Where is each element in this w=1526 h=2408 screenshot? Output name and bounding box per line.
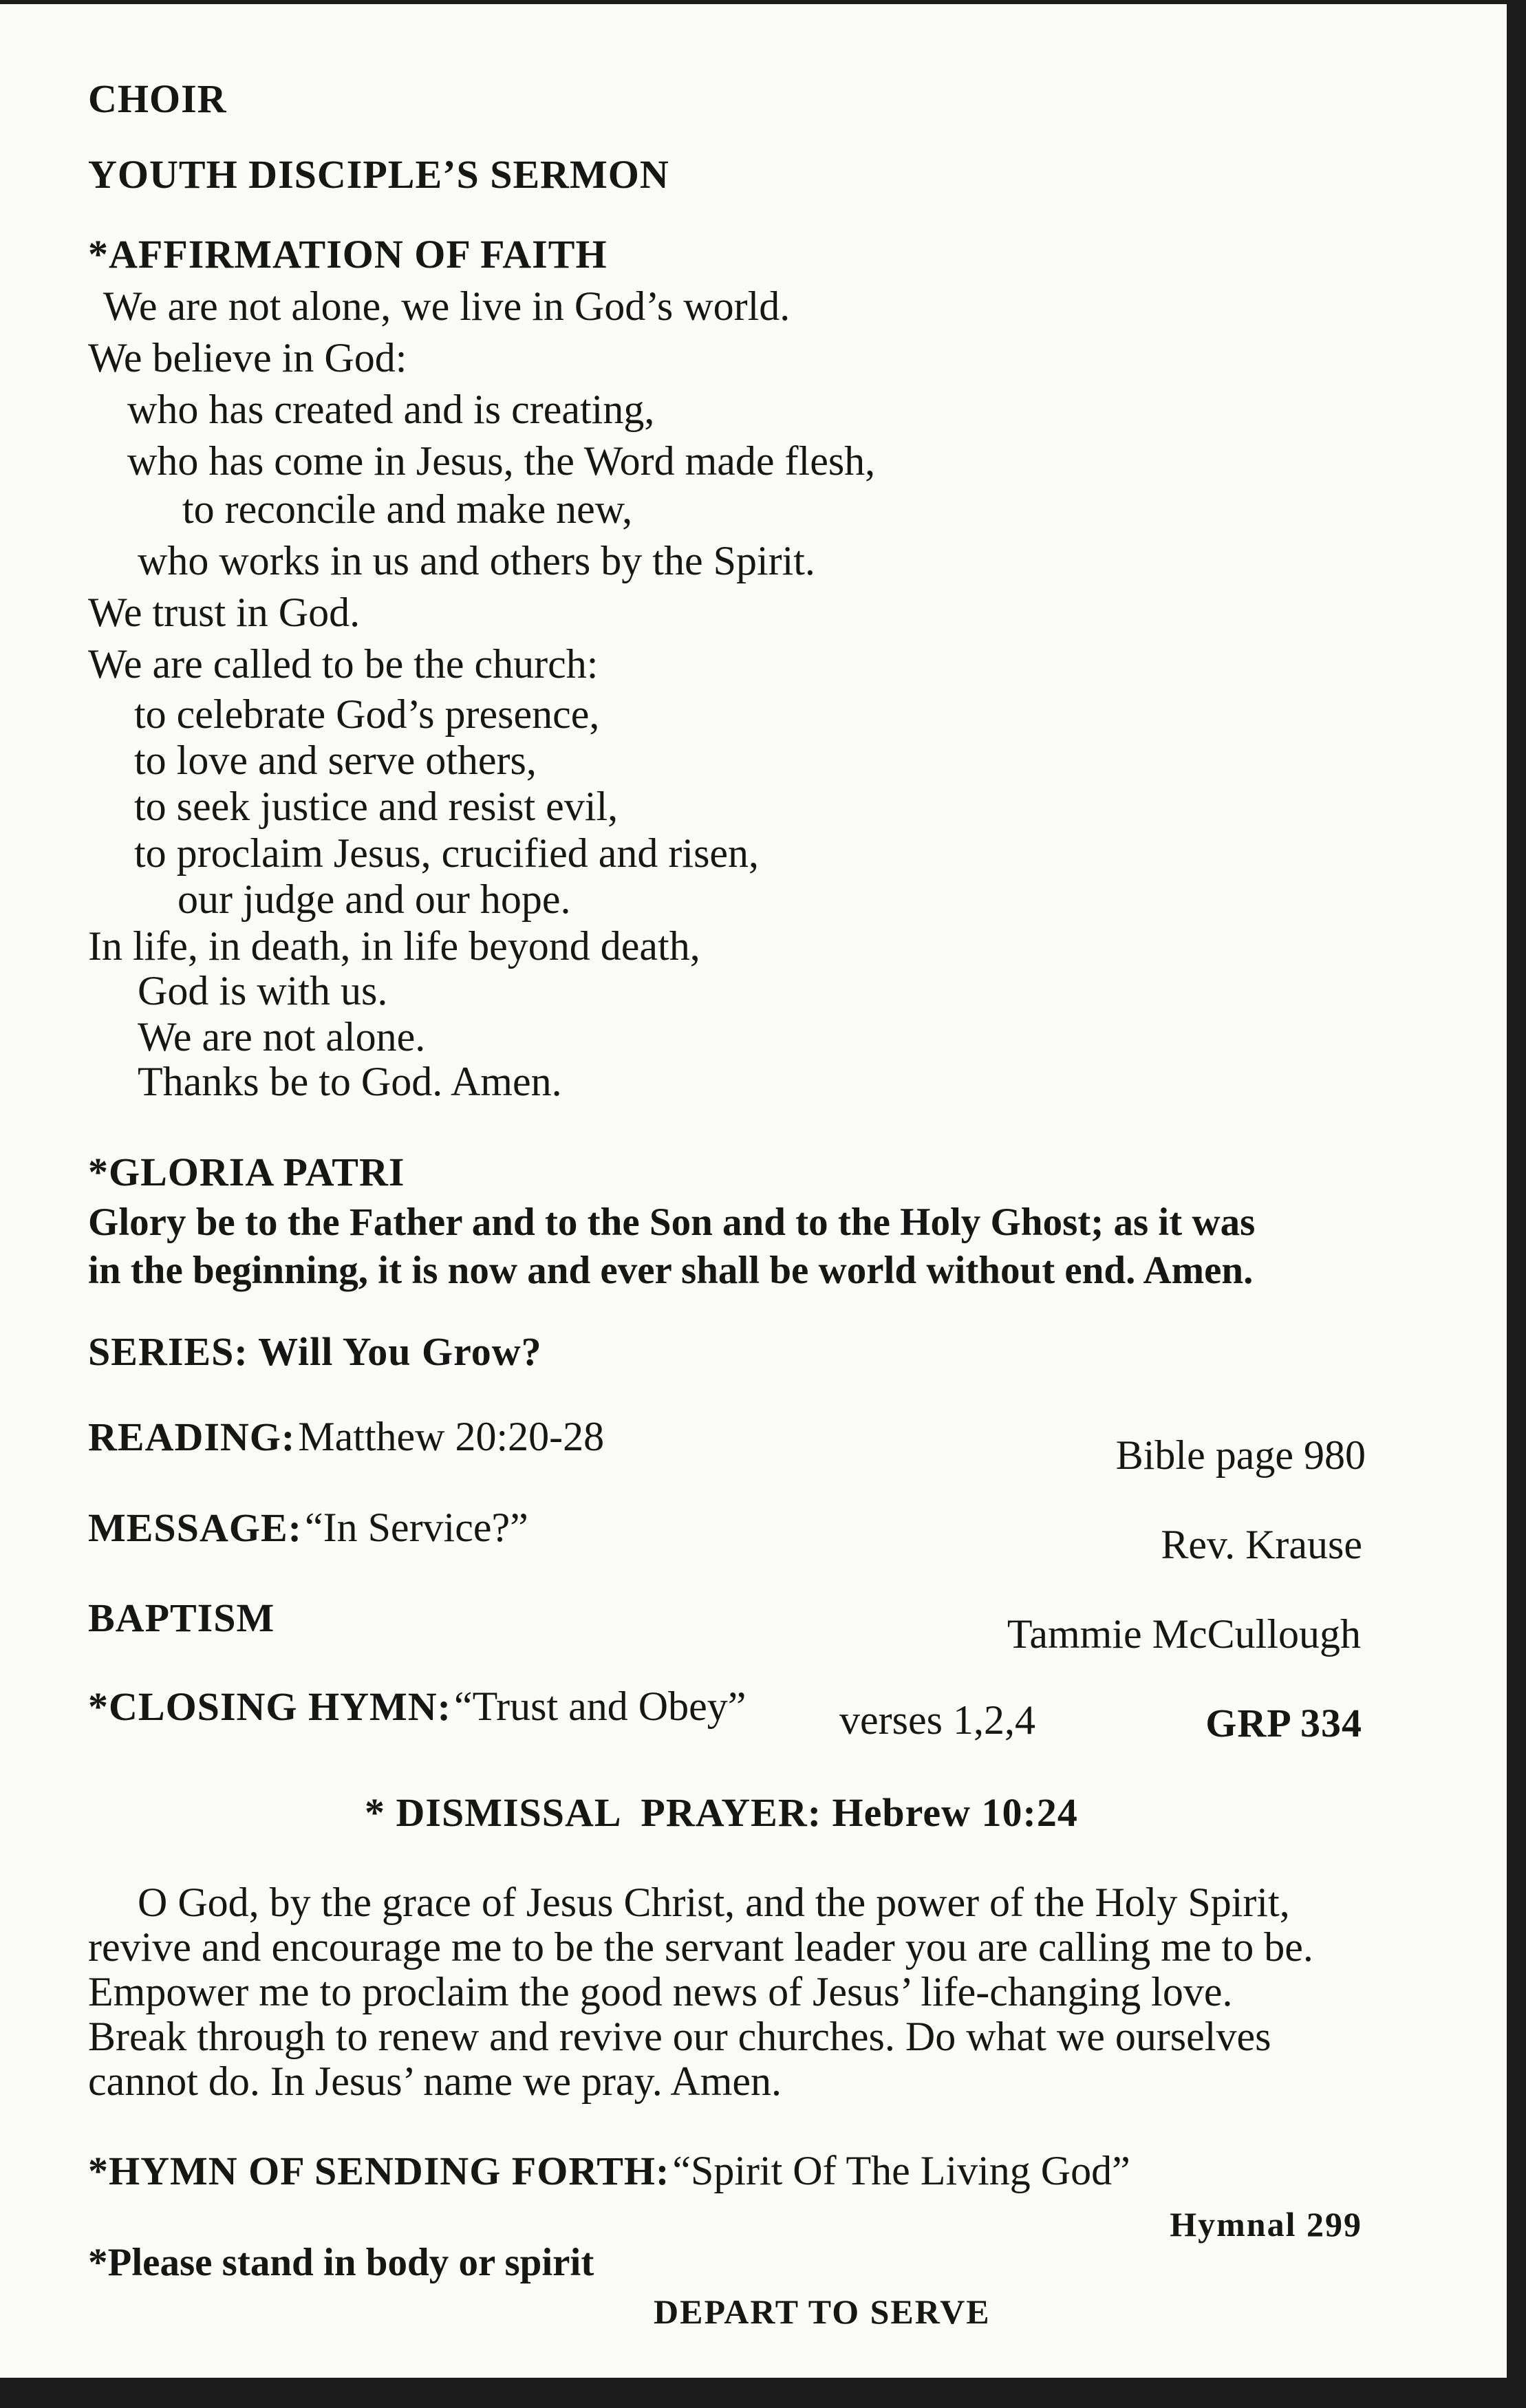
affirmation-line: to love and serve others, <box>134 738 537 783</box>
reading-label: READING: <box>88 1415 296 1459</box>
baptism-name: Tammie McCullough <box>1007 1611 1361 1657</box>
affirmation-line: We are not alone. <box>138 1014 426 1060</box>
affirmation-line: to reconcile and make new, <box>182 486 633 532</box>
series-label: SERIES: <box>88 1329 248 1374</box>
affirmation-line: We trust in God. <box>88 590 361 635</box>
affirmation-line: We are not alone, we live in God’s world. <box>103 283 791 329</box>
message-value: “In Service?” <box>304 1505 528 1550</box>
message-preacher: Rev. Krause <box>1161 1522 1362 1567</box>
youth-sermon-heading: YOUTH DISCIPLE’S SERMON <box>88 152 669 197</box>
reading-value: Matthew 20:20-28 <box>298 1414 605 1459</box>
choir-heading: CHOIR <box>88 76 227 121</box>
sending-hymn-label: *HYMN OF SENDING FORTH: <box>88 2149 670 2193</box>
message-row <box>88 1504 528 1551</box>
series-row <box>88 1329 542 1375</box>
affirmation-heading: *AFFIRMATION OF FAITH <box>88 232 608 277</box>
affirmation-line: to seek justice and resist evil, <box>134 784 619 829</box>
affirmation-line: who has created and is creating, <box>127 387 655 432</box>
affirmation-line: our judge and our hope. <box>178 877 571 922</box>
message-label: MESSAGE: <box>88 1505 302 1550</box>
closing-hymn-label: *CLOSING HYMN: <box>88 1684 451 1729</box>
affirmation-line: who has come in Jesus, the Word made flesh, <box>127 438 876 484</box>
dismissal-line: O God, by the grace of Jesus Christ, and the power of the Holy Spirit, <box>138 1880 1290 1925</box>
affirmation-line: to proclaim Jesus, crucified and risen, <box>134 830 760 876</box>
baptism-label: BAPTISM <box>88 1595 275 1640</box>
closing-hymn-number: GRP 334 <box>1205 1701 1362 1745</box>
stand-note: *Please stand in body or spirit <box>88 2241 594 2284</box>
sending-hymn-row <box>88 2147 1130 2195</box>
dismissal-line: cannot do. In Jesus’ name we pray. Amen. <box>88 2058 782 2104</box>
affirmation-line: who works in us and others by the Spirit. <box>138 538 815 583</box>
depart-line: DEPART TO SERVE <box>654 2292 991 2331</box>
affirmation-line: We are called to be the church: <box>88 641 599 687</box>
dismissal-line: revive and encourage me to be the servant leader you are calling me to be. <box>88 1924 1313 1970</box>
affirmation-line: to celebrate God’s presence, <box>134 691 600 737</box>
bulletin-page <box>0 4 1507 2378</box>
affirmation-line: We believe in God: <box>88 335 407 380</box>
affirmation-line: In life, in death, in life beyond death, <box>88 923 700 969</box>
reading-page: Bible page 980 <box>1115 1432 1366 1478</box>
closing-hymn-row <box>88 1683 746 1730</box>
sending-hymn-title: “Spirit Of The Living God” <box>672 2148 1130 2193</box>
series-value: Will You Grow? <box>258 1329 542 1374</box>
affirmation-line: God is with us. <box>138 968 388 1013</box>
gloria-heading: *GLORIA PATRI <box>88 1150 405 1194</box>
closing-hymn-title: “Trust and Obey” <box>453 1684 746 1729</box>
affirmation-line: Thanks be to God. Amen. <box>138 1059 562 1104</box>
closing-hymn-verses: verses 1,2,4 <box>839 1697 1035 1743</box>
sending-hymn-number: Hymnal 299 <box>1170 2205 1362 2244</box>
gloria-line: Glory be to the Father and to the Son and to the Holy Ghost; as it was <box>88 1201 1256 1244</box>
dismissal-heading: * DISMISSAL PRAYER: Hebrew 10:24 <box>365 1790 1078 1835</box>
reading-row <box>88 1413 604 1461</box>
gloria-line: in the beginning, it is now and ever shall be world without end. Amen. <box>88 1249 1254 1292</box>
dismissal-line: Empower me to proclaim the good news of Jesus’ life-changing love. <box>88 1969 1233 2014</box>
dismissal-line: Break through to renew and revive our churches. Do what we ourselves <box>88 2014 1271 2059</box>
